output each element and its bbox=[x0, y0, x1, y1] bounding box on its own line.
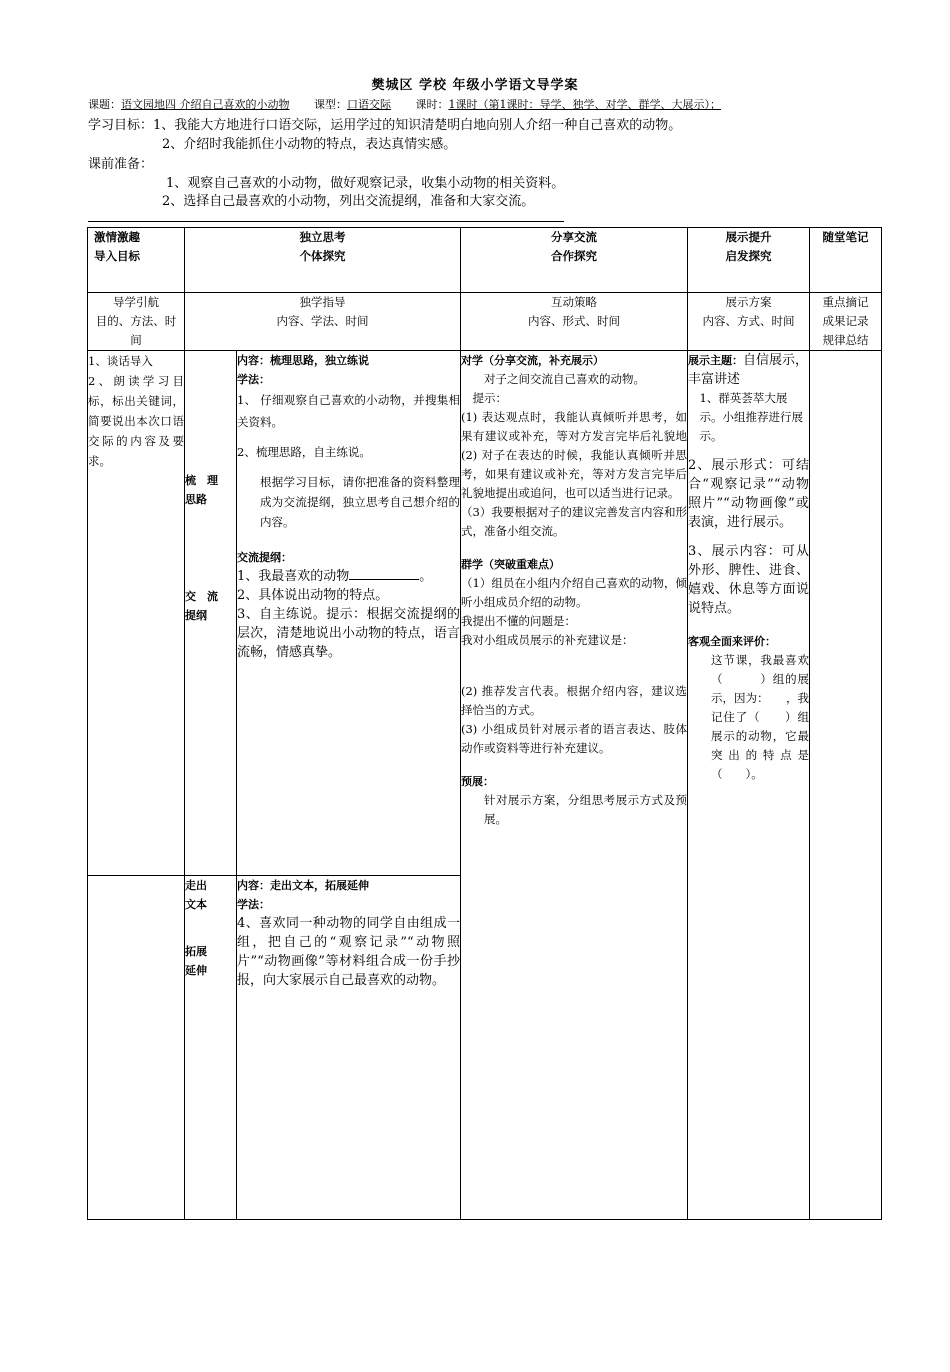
type-value: 口语交际 bbox=[346, 98, 391, 111]
type-label: 课型： bbox=[313, 98, 347, 111]
show-point-2: 2、展示形式：可结合“观察记录”“动物照片”“动物画像”或表演，进行展示。 bbox=[688, 458, 809, 530]
sub-share: 互动策略 内容、形式、时间 bbox=[461, 293, 688, 351]
show-cell bbox=[688, 351, 810, 1220]
pair-point-1: (1) 表达观点时，我能认真倾听并思考，如果有建议或补充，等对方发言完毕后礼貌地 bbox=[461, 410, 687, 443]
extend-cell bbox=[237, 876, 461, 1220]
outline-1: 1、我最喜欢的动物 。 bbox=[237, 569, 433, 584]
extend-step-4: 4、喜欢同一种动物的同学自由组成一组，把自己的“观察记录”“动物照片”“动物画像”等材料组合成一份手抄报，向大家展示自己最喜欢的动物。 bbox=[237, 916, 460, 988]
label-cell-2: 走出 文本 拓展 延伸 bbox=[185, 876, 237, 1220]
goal-1: 1、我能大方地进行口语交际，运用学过的知识清楚明白地向别人介绍一种自己喜欢的动物。 bbox=[153, 118, 682, 133]
outline-2: 2、具体说出动物的特点。 bbox=[237, 588, 389, 603]
header-solo: 独立思考 个体探究 bbox=[185, 228, 461, 293]
hours-label: 课时： bbox=[415, 98, 449, 111]
solo-method: 学法： bbox=[237, 373, 270, 386]
label-cell-1: 梳 理 思路 交 流 提纲 bbox=[185, 351, 237, 876]
solo-content: 内容：梳理思路，独立练说 bbox=[237, 354, 369, 367]
solo-step-3: 根据学习目标，请你把准备的资料整理成为交流提纲，独立思考自己想介绍的内容。 bbox=[260, 475, 460, 529]
pair-intro: 对子之间交流自己喜欢的动物。 bbox=[484, 372, 645, 386]
outline-3: 3、自主练说。提示：根据交流提纲的层次，清楚地说出小动物的特点，语言流畅，情感真挚。 bbox=[237, 607, 460, 660]
prep-label: 课前准备： bbox=[88, 157, 154, 172]
pair-title: 对学（分享交流，补充展示） bbox=[461, 354, 604, 367]
hours-value: 1课时（第1课时：导学、独学、对学、群学、大展示）； bbox=[448, 98, 721, 111]
show-point-1: 1、群英荟萃大展示。小组推荐进行展示。 bbox=[699, 391, 803, 443]
header-row bbox=[88, 228, 882, 293]
sub-guide: 导学引航 目的、方法、时间 bbox=[88, 293, 185, 351]
group-question: 我提出不懂的问题是： bbox=[461, 614, 576, 628]
group-title: 群学（突破重难点） bbox=[461, 558, 560, 571]
sub-show: 展示方案 内容、方式、时间 bbox=[688, 293, 810, 351]
show-point-3: 3、展示内容：可从外形、脾性、进食、嬉戏、休息等方面说说特点。 bbox=[688, 544, 809, 616]
prep-2: 2、选择自己最喜欢的小动物，列出交流提纲，准备和大家交流。 bbox=[162, 194, 535, 209]
sub-notes: 重点摘记 成果记录 规律总结 bbox=[810, 293, 882, 351]
header-notes: 随堂笔记 bbox=[810, 228, 882, 293]
goals-label: 学习目标： bbox=[88, 118, 154, 133]
notes-cell[interactable] bbox=[810, 351, 882, 1220]
header-intro: 激情激趣 导入目标 bbox=[88, 228, 185, 293]
divider-rule bbox=[88, 221, 564, 222]
group-suggestion: 我对小组成员展示的补充建议是： bbox=[461, 633, 634, 647]
solo-cell bbox=[237, 351, 461, 876]
lesson-table bbox=[87, 227, 882, 1220]
header-show: 展示提升 启发探究 bbox=[688, 228, 810, 293]
group-point-3: (3) 小组成员针对展示者的语言表达、肢体动作或资料等进行补充建议。 bbox=[461, 722, 687, 755]
eval-title: 客观全面来评价： bbox=[688, 635, 776, 648]
prep-1: 1、观察自己喜欢的小动物，做好观察记录，收集小动物的相关资料。 bbox=[166, 176, 565, 191]
share-cell bbox=[461, 351, 688, 1220]
topic-label: 课题： bbox=[88, 98, 121, 111]
topic-value: 语文园地四 介绍自己喜欢的小动物 bbox=[121, 98, 290, 111]
outline-title: 交流提纲： bbox=[237, 551, 292, 564]
eval-text: 这节课，我最喜欢（ ）组的展示，因为： ，我记住了（ ）组展示的动物，它最突出的特点是（ ）。 bbox=[711, 653, 809, 781]
body-row-1 bbox=[88, 351, 882, 876]
header-share: 分享交流 合作探究 bbox=[461, 228, 688, 293]
extend-content: 内容：走出文本，拓展延伸 bbox=[237, 879, 369, 892]
goal-2: 2、介绍时我能抓住小动物的特点，表达真情实感。 bbox=[162, 137, 457, 152]
document-title: 樊城区 学校 年级小学语文导学案 bbox=[371, 78, 579, 93]
sub-solo: 独学指导 内容、学法、时间 bbox=[185, 293, 461, 351]
pair-point-3: （3）我要根据对子的建议完善发言内容和形式，准备小组交流。 bbox=[461, 505, 687, 538]
preview-text: 针对展示方案，分组思考展示方式及预展。 bbox=[484, 793, 687, 826]
answer-blank[interactable] bbox=[349, 567, 419, 580]
guide-cell-2 bbox=[88, 876, 185, 1220]
pair-tip: 提示： bbox=[472, 391, 507, 405]
group-point-1: （1）组员在小组内介绍自己喜欢的动物，倾听小组成员介绍的动物。 bbox=[461, 576, 687, 609]
group-point-2: (2) 推荐发言代表。根据介绍内容，建议选择恰当的方式。 bbox=[461, 684, 687, 717]
lesson-meta bbox=[88, 96, 721, 112]
subheader-row bbox=[88, 293, 882, 351]
preview-title: 预展： bbox=[461, 775, 494, 788]
pair-point-2: (2) 对子在表达的时候，我能认真倾听并思考，如果有建议或补充，等对方发言完毕后礼貌地提出或追问，也可以适当进行记录。 bbox=[461, 448, 687, 500]
goal-line-1 bbox=[88, 114, 681, 133]
guide-cell: 1、谈话导入 2、朗读学习目标，标出关键词，简要说出本次口语交际的内容及要求。 bbox=[88, 351, 185, 876]
theme: 展示主题：自信展示，丰富讲述 bbox=[688, 353, 809, 387]
solo-step-1: 1、 仔细观察自己喜欢的小动物，并搜集相关资料。 bbox=[237, 393, 460, 429]
solo-step-2: 2、梳理思路，自主练说。 bbox=[237, 445, 371, 459]
extend-method: 学法： bbox=[237, 898, 270, 911]
